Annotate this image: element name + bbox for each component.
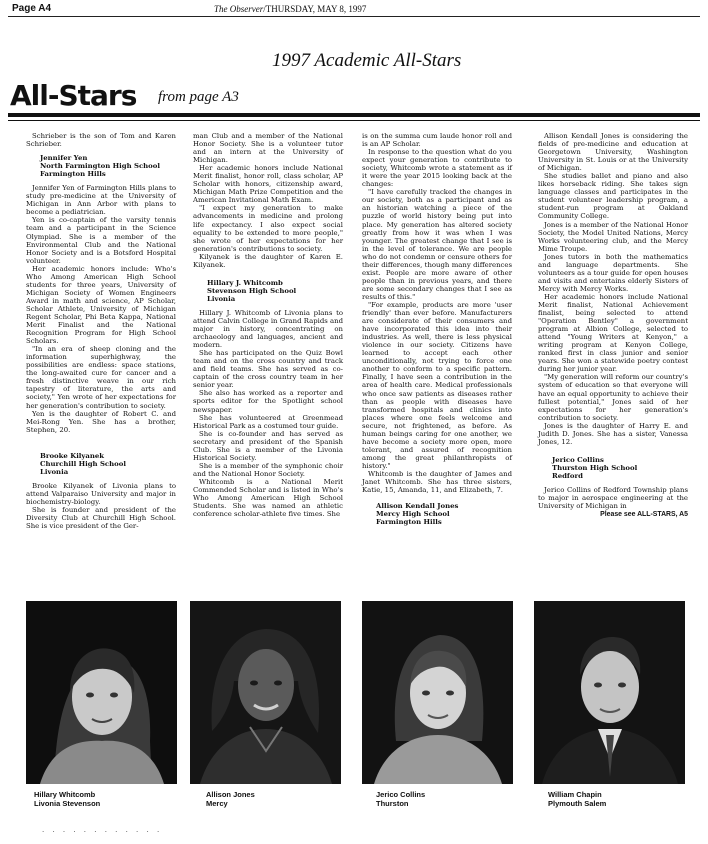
paragraph: Allison Kendall Jones is considering the fields of pre-medicine and education at Georgetown University, Washington University in St. Louis or at the University of Michigan.	[538, 132, 688, 173]
paragraph: Her academic honors include National Merit finalist, National Achievement finalist, being selected to attend "Operation Bentley" a government program at Albion College, selected to attend "Young Writers at Kenyon," a writing program at Kenyon College, ranked first in class junior and senior years. She won a statewide poetry contest during her junior year.	[538, 292, 688, 374]
section-rule-thick	[8, 113, 700, 117]
paper-name: The Observer	[214, 4, 264, 14]
student-name-heading: Hillary J. Whitcomb Stevenson High School Livonia	[207, 278, 297, 303]
jump-from-line: from page A3	[158, 89, 239, 105]
portrait-photo	[26, 601, 177, 784]
issue-date: /THURSDAY, MAY 8, 1997	[263, 4, 367, 14]
paragraph: She is a member of the symphonic choir and the National Honor Society.	[193, 461, 343, 478]
caption-school: Mercy	[206, 799, 228, 808]
portrait-photo	[362, 601, 513, 784]
paragraph: Her academic honors include: Who's Who Among American High School students for three years, University of Michigan Society of Women Engineers Award in math and science, AP Scholar, Scholar Athlete, University of Michigan Regent Scholar, Phi Beta Kappa, National Merit Finalist and the National Recognition Program for High School Scholars.	[26, 264, 176, 346]
caption-name: William Chapin	[548, 790, 602, 799]
feature-title: 1997 Academic All-Stars	[272, 50, 462, 71]
student-name-heading: Jerico Collins Thurston High School Redford	[552, 455, 638, 480]
portrait-photo	[534, 601, 685, 784]
section-heading: All-Stars	[10, 79, 137, 112]
paragraph: She has participated on the Quiz Bowl team and on the cross country and track and field teams. She has served as co-captain of the cross country team in her senior year.	[193, 349, 343, 390]
paragraph: She also has worked as a reporter and sports editor for the Spotlight school newspaper.	[193, 389, 343, 414]
paragraph: "For example, products are more 'user friendly' than ever before. Manufacturers are considerate of their consumers and have incorporated this idea into their industries. As well, there is less physical violence in our society. Citizens have learned to accept each other unconditionally, not trying to force one another to conform to a specific pattern. Finally, I have seen a contribution in the area of health care. Medical professionals who once saw patients as diseases rather than as people with diseases have transformed hospitals and clinics into places where one feels welcome and secure, not frightened, as before. As human beings caring for one another, we have become a society more open, more tolerant, and assured of recognition among the great philanthropists of history."	[362, 300, 512, 470]
paragraph: She is co-founder and has served as secretary and president of the Spanish Club. She is a member of the Livonia Historical Society.	[193, 429, 343, 462]
paragraph: She has volunteered at Greenmead Historical Park as a costumed tour guide.	[193, 413, 343, 430]
article-column-1	[26, 132, 176, 530]
paragraph: Jones is the daughter of Harry E. and Judith D. Jones. She has a sister, Vanessa Jones, 12.	[538, 421, 688, 446]
caption-school: Plymouth Salem	[548, 799, 607, 808]
paragraph: man Club and a member of the National Honor Society. She is a volunteer tutor and an intern at the University of Michigan.	[193, 132, 343, 165]
caption-name: Allison Jones	[206, 790, 255, 799]
running-header	[214, 4, 366, 14]
student-name-heading: Brooke Kilyanek Churchill High School Livonia	[40, 451, 126, 476]
page-number: Page A4	[12, 3, 52, 14]
paragraph: She is founder and president of the Diversity Club at Churchill High School. She is vice president of the Ger-	[26, 505, 176, 531]
paragraph: Jones is a member of the National Honor Society, the Model United Nations, Mercy Works volunteering club, and the Mercy Mime Troupe.	[538, 220, 688, 253]
jump-to-line: Please see ALL-STARS, A5	[600, 511, 688, 519]
paragraph: Brooke Kilyanek of Livonia plans to attend Valparaiso University and major in biochemistry-biology.	[26, 481, 176, 506]
photo-caption	[376, 790, 425, 808]
photo-caption	[548, 790, 606, 808]
paragraph: Her academic honors include National Merit finalist, honor roll, class scholar, AP Scholar with honors, citizenship award, Michigan Math Prize Competition and the American Invitational Math Exam.	[193, 164, 343, 205]
article-column-3	[362, 132, 512, 532]
paragraph: In response to the question what do you expect your generation to contribute to society, Whitcomb wrote a statement as if it were the year 2015 looking back at the changes:	[362, 148, 512, 189]
header-rule	[8, 16, 700, 17]
portrait-image	[26, 601, 177, 784]
portrait-image	[534, 601, 685, 784]
caption-school: Livonia Stevenson	[34, 799, 101, 808]
paragraph: She studies ballet and piano and also likes horseback riding. She takes sign language classes and participates in the student volunteer leadership program, a student-run program at Oakland Community College.	[538, 172, 688, 221]
paragraph: "I expect my generation to make advancements in medicine and prolong life expectancy. I also expect social equality to be extended to more people," she wrote of her expectations for her generation's contributions to society.	[193, 204, 343, 253]
portrait-photo	[190, 601, 341, 784]
portrait-image	[362, 601, 513, 784]
caption-name: Hillary Whitcomb	[34, 790, 96, 799]
paragraph: Schrieber is the son of Tom and Karen Schrieber.	[26, 132, 176, 149]
paragraph: "My generation will reform our country's system of education so that everyone will have an equal opportunity to achieve their fullest potential," Jones said of her expectations for her generation's contribution to society.	[538, 373, 688, 422]
print-artifact-dots: . . . . . . . . . . . .	[42, 826, 163, 834]
paragraph: Hillary J. Whitcomb of Livonia plans to attend Calvin College in Grand Rapids and major in history, concentrating on archaeology and languages, ancient and modern.	[193, 308, 343, 350]
student-name-heading: Jennifer Yen North Farmington High School Farmington Hills	[40, 154, 160, 179]
photo-caption	[206, 790, 255, 808]
paragraph: Yen is co-captain of the varsity tennis team and a participant in the Science Olympiad. She is a member of the Environmental Club and the National Honor Society and is a Botsford Hospital volunteer.	[26, 216, 176, 265]
article-column-2	[193, 132, 343, 518]
section-rule-thin	[8, 120, 700, 121]
article-column-4	[538, 132, 688, 519]
portrait-image	[190, 601, 341, 784]
paragraph: Kilyanek is the daughter of Karen E. Kilyanek.	[193, 252, 343, 269]
paragraph: Jerico Collins of Redford Township plans to major in aerospace engineering at the University of Michigan in	[538, 485, 688, 511]
paragraph: Jones tutors in both the mathematics and language departments. She volunteers as a tour guide for open houses and visits and entertains elderly Sisters of Mercy with Mercy Works.	[538, 252, 688, 293]
paragraph: "In an era of sheep cloning and the information superhighway, the possibilities are endless: space stations, the long-awaited cure for cancer and a fresh distinctive weave in our rich tapestry of literature, the arts and society," Yen wrote of her expectations for her generation's contribution to society.	[26, 345, 176, 410]
paragraph: is on the summa cum laude honor roll and is an AP Scholar.	[362, 132, 512, 149]
photo-caption	[34, 790, 100, 808]
student-name-heading: Allison Kendall Jones Mercy High School Farmington Hills	[376, 502, 459, 527]
caption-school: Thurston	[376, 799, 409, 808]
paragraph: "I have carefully tracked the changes in our society, both as a participant and as an historian watching a piece of the puzzle of world history being put into place. My generation has altered society greatly from how it was when I was younger. The greatest change that I see is in the level of tolerance. We are people who do not condemn or censure others for their differences, though many differences exist. People are more aware of other people than in previous years, and there are some secondary changes that I see as results of this."	[362, 188, 512, 301]
paragraph: Yen is the daughter of Robert C. and Mei-Rong Yen. She has a brother, Stephen, 20.	[26, 409, 176, 434]
caption-name: Jerico Collins	[376, 790, 426, 799]
paragraph: Whitcomb is the daughter of James and Janet Whitcomb. She has three sisters, Katie, 15, Amanda, 11, and Elizabeth, 7.	[362, 469, 512, 495]
paragraph: Jennifer Yen of Farmington Hills plans to study pre-medicine at the University of Michigan in Ann Arbor with plans to become a pediatrician.	[26, 184, 176, 217]
paragraph: Whitcomb is a National Merit Commended Scholar and is listed in Who's Who Among American High School Students. She was named an athletic conference scholar-athlete five times. She	[193, 477, 343, 519]
